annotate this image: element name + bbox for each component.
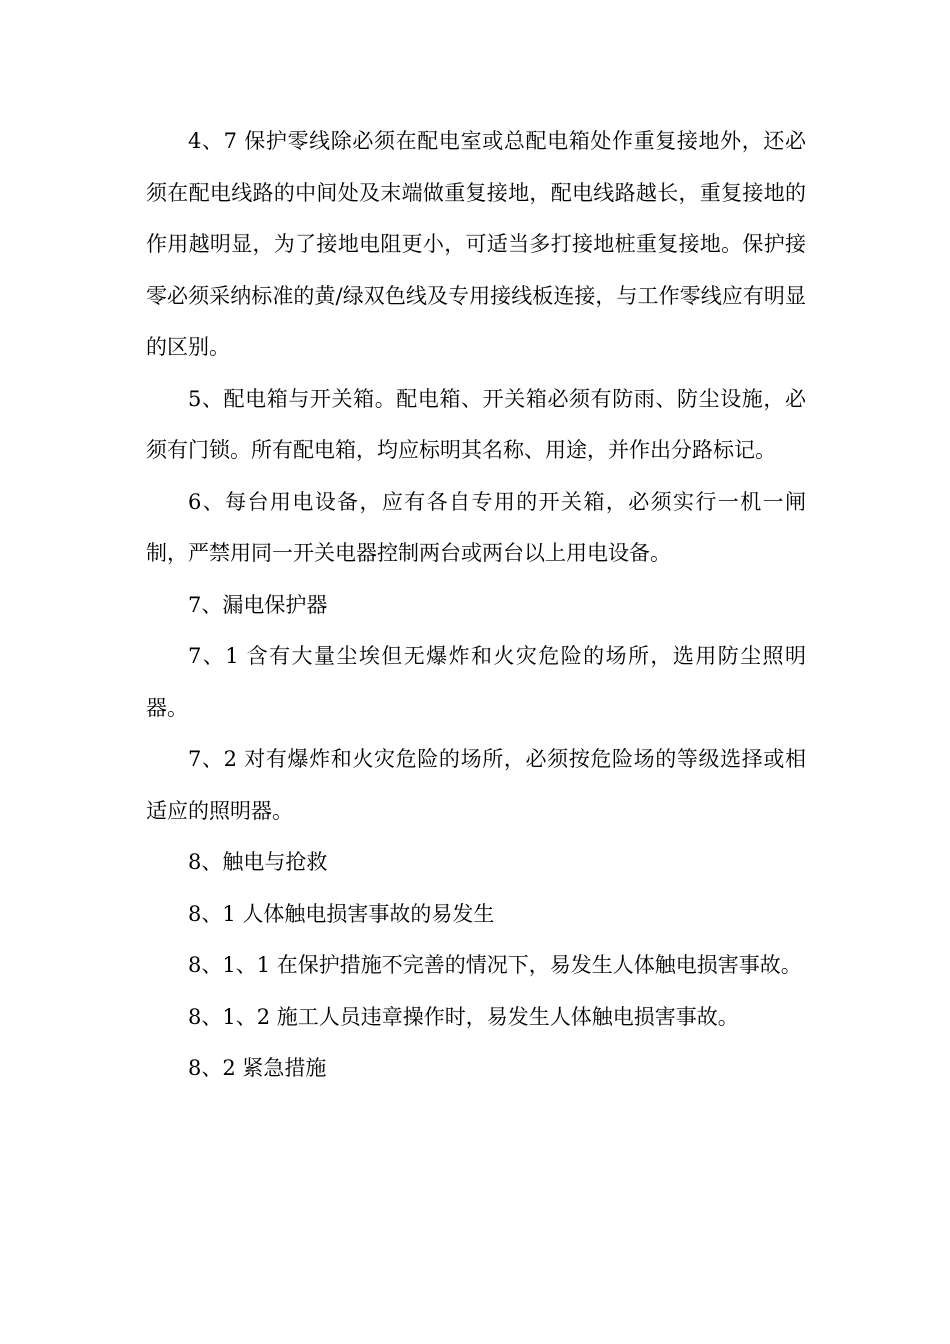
paragraph-6: 6、每台用电设备，应有各自专用的开关箱，必须实行一机一闸制，严禁用同一开关电器控制两台或两台以上用电设备。 xyxy=(146,489,806,565)
paragraph-8-1-1: 8、1、1 在保护措施不完善的情况下，易发生人体触电损害事故。 xyxy=(188,953,802,977)
heading-8-1: 8、1 人体触电损害事故的易发生 xyxy=(188,901,495,926)
document-body xyxy=(146,116,806,1095)
paragraph-7-2: 7、2 对有爆炸和火灾危险的场所，必须按危险场的等级选择或相适应的照明器。 xyxy=(146,747,806,823)
heading-8-2: 8、2 紧急措施 xyxy=(188,1056,327,1080)
heading-8: 8、触电与抢救 xyxy=(188,850,328,874)
paragraph-8-1-2: 8、1、2 施工人员违章操作时，易发生人体触电损害事故。 xyxy=(188,1004,739,1029)
paragraph-4-7: 4、7 保护零线除必须在配电室或总配电箱处作重复接地外，还必须在配电线路的中间处及末端做重复接地，配电线路越长，重复接地的作用越明显，为了接地电阻更小，可适当多打接地桩重复接地。保护接零必须采纳标准的黄/绿双色线及专用接线板连接，与工作零线应有明显的区别。 xyxy=(146,129,806,359)
paragraph-7-1: 7、1 含有大量尘埃但无爆炸和火灾危险的场所，选用防尘照明器。 xyxy=(146,644,806,720)
heading-7: 7、漏电保护器 xyxy=(188,592,328,617)
paragraph-5: 5、配电箱与开关箱。配电箱、开关箱必须有防雨、防尘设施，必须有门锁。所有配电箱，均应标明其名称、用途，并作出分路标记。 xyxy=(146,386,806,462)
